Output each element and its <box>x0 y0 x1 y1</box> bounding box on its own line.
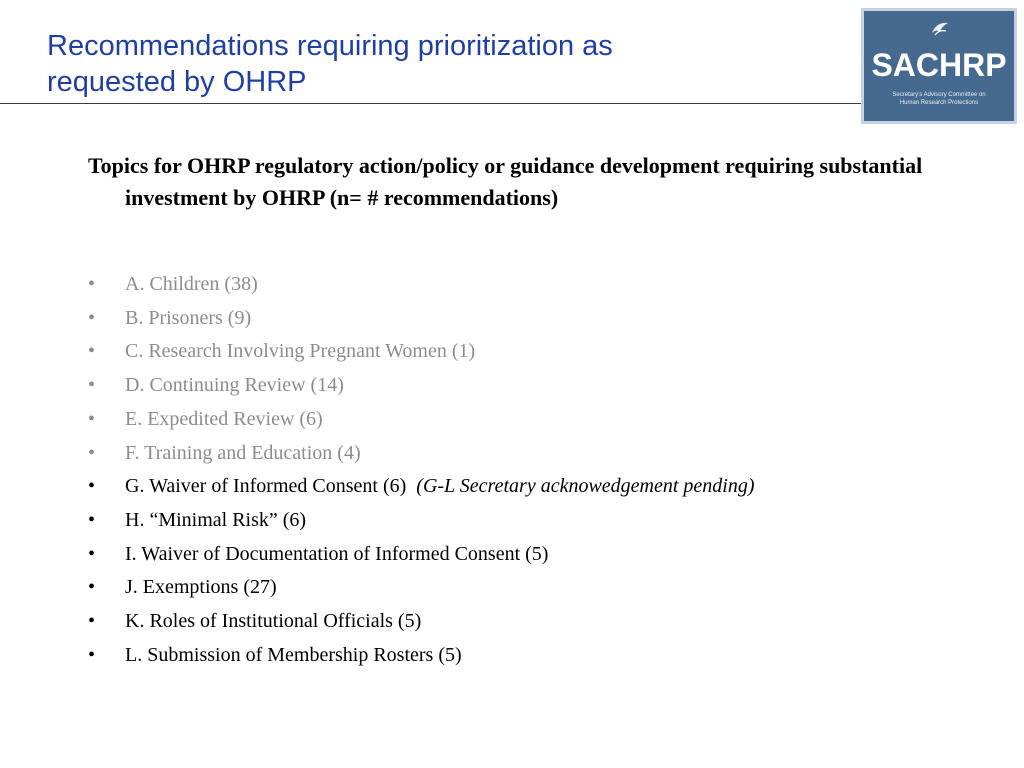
list-item <box>88 504 968 538</box>
bullet-icon: • <box>88 508 96 531</box>
bullet-icon: • <box>88 576 96 599</box>
logo-subtitle-line-1: Secretary's Advisory Committee on <box>892 92 986 98</box>
bullet-icon: • <box>88 407 96 430</box>
hhs-eagle-icon <box>929 19 951 39</box>
list-item-label: J. Exemptions (27) <box>125 576 277 599</box>
slide-title-line-1: Recommendations requiring prioritization as <box>47 30 613 62</box>
list-item <box>88 639 968 673</box>
slide-title <box>47 28 807 100</box>
list-item-label: K. Roles of Institutional Officials (5) <box>125 610 422 633</box>
list-item <box>88 571 968 605</box>
list-item <box>88 302 968 336</box>
list-item-label: F. Training and Education (4) <box>125 441 361 464</box>
list-item <box>88 538 968 572</box>
slide-title-line-2: requested by OHRP <box>47 66 307 98</box>
list-item-label: E. Expedited Review (6) <box>125 407 323 430</box>
slide-body <box>88 150 968 672</box>
list-item <box>88 437 968 471</box>
list-item <box>88 605 968 639</box>
logo-wordmark: SACHRP <box>871 47 1007 83</box>
logo-subtitle-line-2: Human Research Protections <box>899 100 979 106</box>
logo-subtitle <box>868 91 1010 107</box>
list-item-label: C. Research Involving Pregnant Women (1) <box>125 340 476 363</box>
list-item-label: I. Waiver of Documentation of Informed Consent (5) <box>125 542 549 565</box>
list-item-label: H. “Minimal Risk” (6) <box>125 508 307 531</box>
bullet-icon: • <box>88 273 96 295</box>
bullet-icon: • <box>88 374 96 397</box>
bullet-icon: • <box>88 441 96 464</box>
bullet-icon: • <box>88 610 96 633</box>
bullet-icon: • <box>88 542 96 565</box>
list-item-label: G. Waiver of Informed Consent (6) <box>125 475 407 498</box>
bullet-icon: • <box>88 643 96 666</box>
list-item-note: (G-L Secretary acknowedgement pending) <box>416 475 755 498</box>
bullet-icon: • <box>88 306 96 329</box>
recommendation-list <box>88 268 968 672</box>
title-divider <box>0 103 862 104</box>
bullet-icon: • <box>88 475 96 498</box>
list-item <box>88 369 968 403</box>
list-item-label: D. Continuing Review (14) <box>125 374 344 397</box>
list-item-label: L. Submission of Membership Rosters (5) <box>125 643 462 666</box>
list-item <box>88 470 968 504</box>
list-item <box>88 335 968 369</box>
bullet-icon: • <box>88 340 96 363</box>
list-item <box>88 268 968 302</box>
list-item <box>88 403 968 437</box>
list-item-label: B. Prisoners (9) <box>125 306 252 329</box>
topics-heading: Topics for OHRP regulatory action/policy or guidance development requiring substantial investment by OHRP (n= # recommendations) <box>88 153 923 210</box>
sachrp-logo <box>861 8 1017 124</box>
list-item-label: A. Children (38) <box>125 273 258 295</box>
